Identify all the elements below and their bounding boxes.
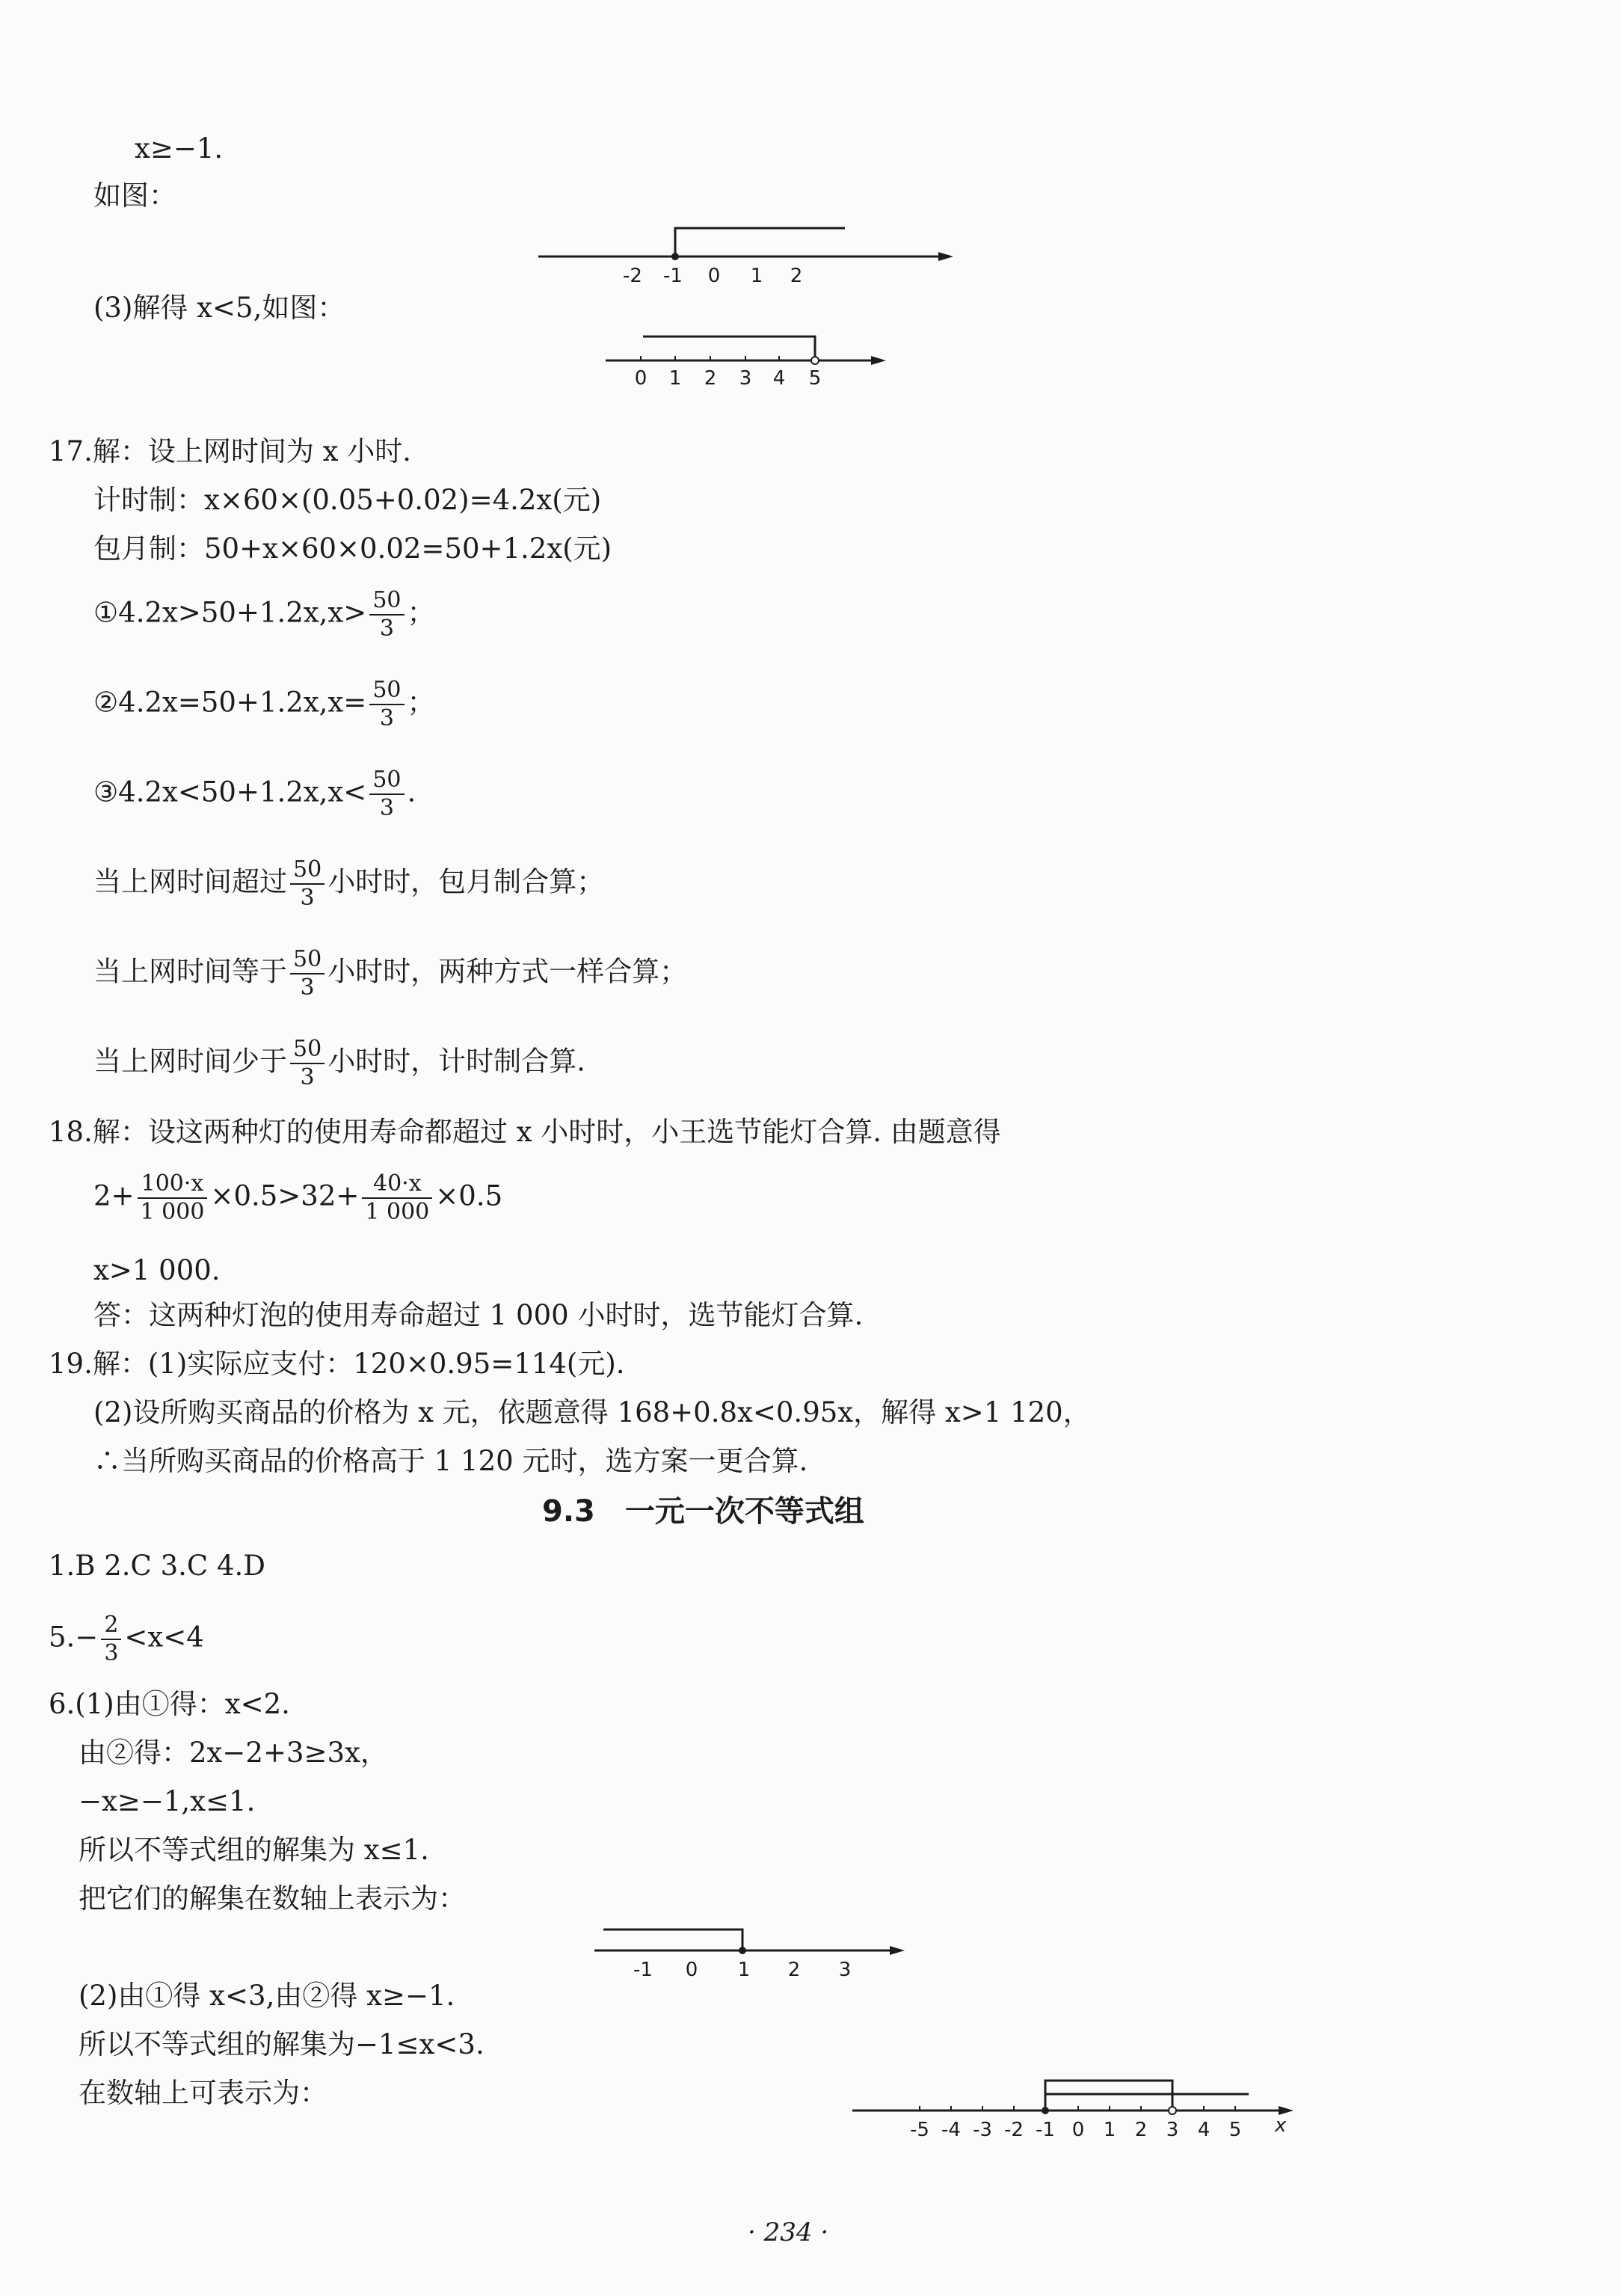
text-line: ③4.2x<50+1.2x,x< $\frac{50}{3}$ . bbox=[93, 767, 416, 821]
question-18-heading: 18.解：设这两种灯的使用寿命都超过 x 小时时，小王选节能灯合算. 由题意得 bbox=[49, 1116, 1001, 1148]
tick-label: 4 bbox=[772, 367, 786, 390]
text-line: 答：这两种灯泡的使用寿命超过 1 000 小时时，选节能灯合算. bbox=[93, 1299, 864, 1331]
text-line: 所以不等式组的解集为 x≤1. bbox=[79, 1834, 429, 1866]
tick-label: 3 bbox=[739, 367, 752, 390]
tick-label: 0 bbox=[685, 1959, 698, 1981]
text-line: x≥−1. bbox=[135, 132, 224, 165]
text-line: x>1 000. bbox=[93, 1254, 221, 1286]
section-title: 9.3 一元一次不等式组 bbox=[542, 1494, 864, 1529]
text-line: ②4.2x=50+1.2x,x= $\frac{50}{3}$ ； bbox=[93, 677, 435, 731]
text-line: ①4.2x>50+1.2x,x> $\frac{50}{3}$ ； bbox=[93, 587, 435, 642]
tick-label: 0 bbox=[1071, 2119, 1085, 2141]
tick-label: 0 bbox=[634, 367, 648, 390]
fraction: $\frac{100\cdot x}{1 000}$ bbox=[138, 1170, 208, 1226]
tick-label: -2 bbox=[1004, 2119, 1024, 2141]
tick-label: 1 bbox=[750, 265, 763, 287]
tick-label: 4 bbox=[1197, 2119, 1211, 2141]
text-line: 计时制：x×60×(0.05+0.02)=4.2x(元) bbox=[93, 484, 602, 516]
open-point bbox=[811, 357, 819, 364]
text-line: 包月制：50+x×60×0.02=50+1.2x(元) bbox=[93, 532, 612, 565]
text-line: 由②得：2x−2+3≥3x， bbox=[79, 1737, 388, 1769]
question-5-answer: 5.− $\frac{2}{3}$ <x<4 bbox=[49, 1612, 204, 1666]
tick-label: 1 bbox=[1103, 2119, 1116, 2141]
fraction: $\frac{40\cdot x}{1 000}$ bbox=[362, 1170, 432, 1226]
solution-bracket bbox=[603, 1930, 742, 1950]
tick-label: 2 bbox=[704, 367, 717, 390]
tick-label: 5 bbox=[1228, 2119, 1242, 2141]
number-line-4 bbox=[852, 2072, 1301, 2143]
tick-label: -3 bbox=[973, 2119, 992, 2141]
tick-label: 1 bbox=[737, 1959, 751, 1981]
text-line: 当上网时间等于 $\frac{50}{3}$ 小时时，两种方式一样合算； bbox=[93, 946, 688, 1001]
text-line: 当上网时间少于 $\frac{50}{3}$ 小时时，计时制合算. bbox=[93, 1036, 585, 1090]
tick-label: 1 bbox=[668, 367, 682, 390]
tick-label: -2 bbox=[623, 265, 642, 287]
question-19-heading: 19.解：(1)实际应支付：120×0.95=114(元). bbox=[49, 1348, 625, 1380]
number-line-2 bbox=[606, 329, 890, 396]
tick-label: 0 bbox=[707, 265, 721, 287]
page-number: · 234 · bbox=[748, 2217, 829, 2247]
number-line-3 bbox=[594, 1922, 908, 1982]
tick-label: 2 bbox=[787, 1959, 801, 1981]
tick-label: -1 bbox=[663, 265, 683, 287]
tick-label: 2 bbox=[1134, 2119, 1148, 2141]
tick-label: 2 bbox=[790, 265, 803, 287]
text-line: (2)由①得 x<3,由②得 x≥−1. bbox=[79, 1980, 455, 2012]
tick-label: 3 bbox=[838, 1959, 852, 1981]
text-line: 在数轴上可表示为： bbox=[79, 2077, 327, 2109]
tick-label: -5 bbox=[910, 2119, 929, 2141]
fraction: $\frac{50}{3}$ bbox=[290, 1036, 324, 1091]
text-line: 把它们的解集在数轴上表示为： bbox=[79, 1882, 466, 1915]
closed-point bbox=[1042, 2107, 1049, 2114]
question-17-heading: 17.解：设上网时间为 x 小时. bbox=[49, 435, 411, 467]
text-line: (2)设所购买商品的价格为 x 元，依题意得 168+0.8x<0.95x，解得 x>1 120， bbox=[93, 1396, 1091, 1428]
text-line: 如图： bbox=[93, 179, 176, 212]
open-point bbox=[1169, 2107, 1176, 2114]
text-line: (3)解得 x<5,如图： bbox=[93, 292, 345, 324]
text-line: 当上网时间超过 $\frac{50}{3}$ 小时时，包月制合算； bbox=[93, 856, 605, 911]
text-line: 所以不等式组的解集为−1≤x<3. bbox=[79, 2028, 485, 2060]
text-line: −x≥−1,x≤1. bbox=[79, 1785, 256, 1817]
fraction: $\frac{50}{3}$ bbox=[369, 767, 404, 822]
tick-label: 5 bbox=[808, 367, 822, 390]
fraction: $\frac{50}{3}$ bbox=[290, 856, 324, 912]
text-line: ∴当所购买商品的价格高于 1 120 元时，选方案一更合算. bbox=[93, 1445, 808, 1477]
tick-label: -1 bbox=[633, 1959, 653, 1981]
question-6-heading: 6.(1)由①得：x<2. bbox=[49, 1688, 290, 1720]
fraction: $\frac{50}{3}$ bbox=[369, 587, 404, 642]
fraction: $\frac{50}{3}$ bbox=[369, 677, 404, 732]
fraction: $\frac{50}{3}$ bbox=[290, 946, 324, 1001]
tick-label: 3 bbox=[1166, 2119, 1179, 2141]
number-line-1 bbox=[538, 221, 957, 288]
fraction: $\frac{2}{3}$ bbox=[101, 1612, 121, 1667]
tick-label: -4 bbox=[941, 2119, 961, 2141]
tick-label: -1 bbox=[1036, 2119, 1055, 2141]
formula-line: 2+ $\frac{100\cdot x}{1 000}$ ×0.5>32+ $\frac{40\cdot x}{1 000}$ ×0.5 bbox=[93, 1170, 503, 1225]
solution-bracket bbox=[643, 337, 815, 357]
solution-bracket bbox=[675, 228, 845, 257]
axis-label: x bbox=[1275, 2114, 1287, 2137]
closed-point bbox=[739, 1947, 746, 1954]
answers-1-4: 1.B 2.C 3.C 4.D bbox=[49, 1550, 265, 1582]
